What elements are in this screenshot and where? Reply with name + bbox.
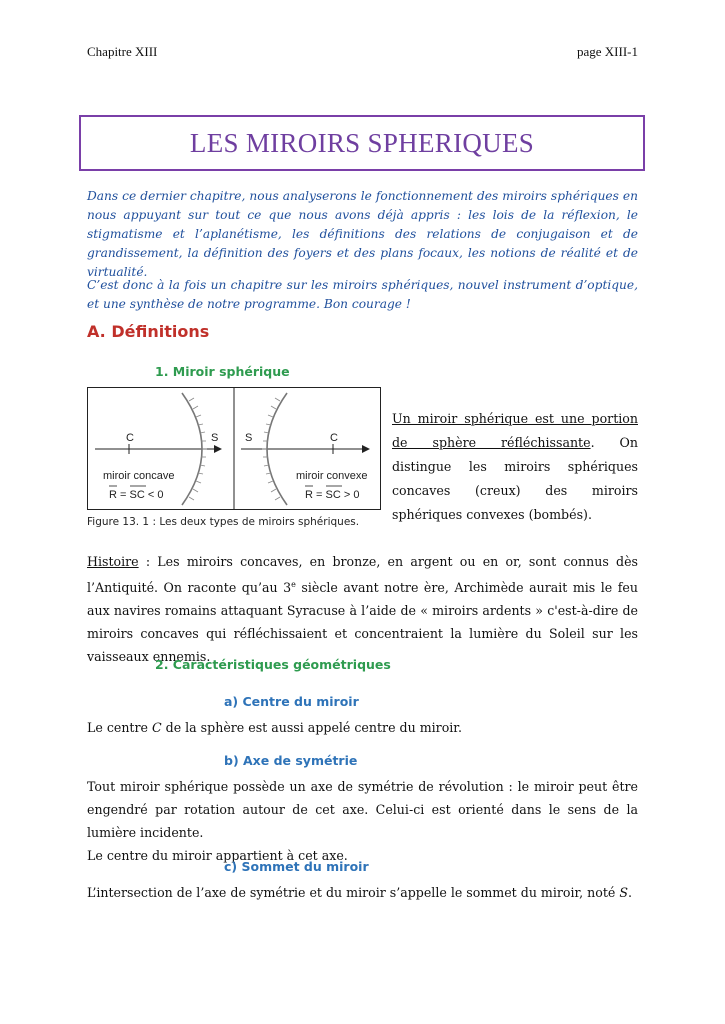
header-page-number: page XIII-1	[577, 44, 638, 59]
heading-axe: b) Axe de symétrie	[224, 753, 358, 768]
heading-centre: a) Centre du miroir	[224, 694, 359, 709]
formula-convex: R = SC > 0	[305, 489, 360, 501]
definition-underlined: Un miroir sphérique est une portion de sphère réfléchissante	[392, 411, 638, 450]
sommet-paragraph: L’intersection de l’axe de symétrie et du miroir s’appelle le sommet du miroir, noté S.	[87, 885, 633, 900]
header-chapter: Chapitre XIII	[87, 44, 158, 59]
label-c-left: C	[126, 432, 134, 444]
section-a-heading: A. Définitions	[87, 322, 210, 341]
subsection-2-heading: 2. Caractéristiques géométriques	[155, 657, 391, 672]
formula-concave: R = SC < 0	[109, 489, 164, 501]
label-s-right: S	[245, 432, 253, 444]
figure-caption: Figure 13. 1 : Les deux types de miroirs sphériques.	[87, 516, 360, 528]
mirror-types-figure	[87, 387, 381, 510]
definition-rest: . On distingue les miroirs sphériques concaves (creux) des miroirs sphériques convexes (bombés).	[392, 435, 638, 522]
intro-paragraph-2: C’est donc à la fois un chapitre sur les miroirs sphériques, nouvel instrument d’optique, et une synthèse de notre programme. Bon courage !	[87, 278, 638, 311]
definition-paragraph	[392, 407, 638, 527]
convex-mirror-diagram	[241, 393, 369, 505]
title-box	[79, 115, 645, 171]
axe-line-1: Tout miroir sphérique possède un axe de symétrie de révolution : le miroir peut être engendré par rotation autour de cet axe. Celui-ci est orienté dans le sens de la lumière incidente.	[87, 779, 638, 840]
label-s-left: S	[211, 432, 219, 444]
axe-paragraph	[87, 775, 638, 867]
label-concave: miroir concave	[103, 470, 175, 482]
label-convex: miroir convexe	[296, 470, 368, 482]
subsection-1-heading: 1. Miroir sphérique	[155, 364, 290, 379]
histoire-label: Histoire	[87, 554, 139, 569]
heading-sommet: c) Sommet du miroir	[224, 859, 369, 874]
concave-mirror-diagram	[95, 393, 221, 505]
axe-line-2: Le centre du miroir appartient à cet axe.	[87, 848, 348, 863]
page-title: LES MIROIRS SPHERIQUES	[189, 127, 535, 158]
label-c-right: C	[330, 432, 338, 444]
histoire-paragraph: Histoire : Les miroirs concaves, en bronze, en argent ou en or, sont connus dès l’Antiquité. On raconte qu’au 3e siècle avant notre ère, Archimède aurait mis le feu aux navires romains attaquant Syracuse à l’aide de « miroirs ardents » c'est-à-dire de miroirs concaves qui réfléchissaient et concentraient la lumière du Soleil sur les vaisseaux ennemis.	[87, 554, 638, 665]
intro-paragraph-1: Dans ce dernier chapitre, nous analyserons le fonctionnement des miroirs sphériques en nous appuyant sur tout ce que nous avons déjà appris : les lois de la réflexion, le stigmatisme et l’aplanétisme, les définitions des relations de conjugaison et de grandissement, la définition des foyers et des plans focaux, les notions de réalité et de virtualité.	[87, 189, 638, 279]
centre-paragraph: Le centre C de la sphère est aussi appelé centre du miroir.	[87, 720, 462, 735]
superscript-e: e	[291, 580, 296, 589]
